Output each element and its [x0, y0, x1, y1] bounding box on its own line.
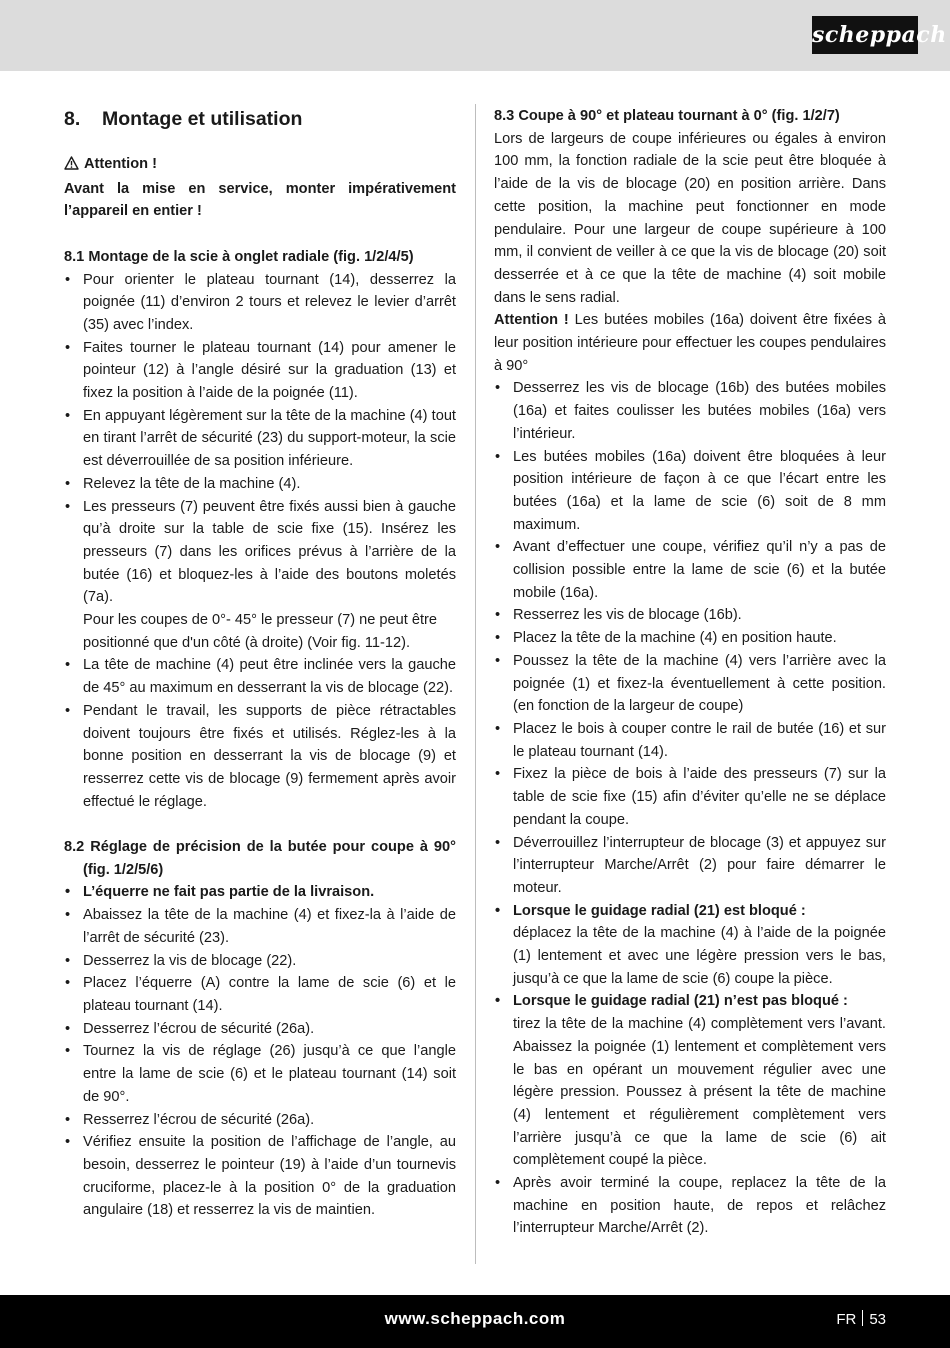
subsection-8-2-title: 8.2 Réglage de précision de la butée pour coupe à 90° (fig. 1/2/5/6)	[64, 839, 456, 878]
list-item: • Placez l’équerre (A) contre la lame de scie (6) et le plateau tournant (14).	[64, 972, 456, 1017]
list-item-bold: • L’équerre ne fait pas partie de la livraison.	[64, 881, 456, 904]
subsection-8-1-list	[64, 269, 456, 814]
list-item: • Resserrez les vis de blocage (16b).	[494, 604, 886, 627]
list-item-text: Les presseurs (7) peuvent être fixés aussi bien à gauche qu’à droite sur la table de scie fixe (15). Insérez les presseurs (7) dans les orifices prévus à l’arrière de la butée (16) et bloquez-les à l’aide des boutons moletés (7a).	[83, 498, 456, 606]
list-item: • Placez le bois à couper contre le rail de butée (16) et sur le plateau tournant (14).	[494, 718, 886, 763]
language-code: FR	[836, 1311, 857, 1328]
attention-label: Attention !	[494, 312, 569, 329]
section-number: 8.	[64, 108, 81, 130]
presser-note: Pour les coupes de 0°- 45° le presseur (7) ne peut être positionné que d'un côté (à droite) (Voir fig. 11-12).	[83, 612, 438, 651]
locked-text: déplacez la tête de la machine (4) à l’aide de la poignée (1) lentement et avec une légère pression vers le bas, jusqu’à ce que la lame de scie (6) coupe la pièce.	[513, 925, 886, 987]
list-item: • Pendant le travail, les supports de pièce rétractables doivent toujours être fixés et utilisés. Réglez-les à la bonne position en desserrant la vis de blocage (9) et resserrez cette vis de blocage (9) fermement après avoir effectué le réglage.	[64, 700, 456, 814]
list-item: • Resserrez l’écrou de sécurité (26a).	[64, 1109, 456, 1132]
subsection-8-2-list	[64, 881, 456, 1222]
list-item: • La tête de machine (4) peut être inclinée vers la gauche de 45° au maximum en desserrant la vis de blocage (22).	[64, 654, 456, 699]
list-item-bold: • Lorsque le guidage radial (21) n’est pas bloqué :	[494, 990, 886, 1013]
list-item: • Poussez la tête de la machine (4) vers l’arrière avec la poignée (1) et fixez-la éventuellement à cette position. (en fonction de la largeur de coupe)	[494, 650, 886, 718]
list-item: • Desserrez les vis de blocage (16b) des butées mobiles (16a) et faites coulisser les butées mobiles (16a) vers l’intérieur.	[494, 377, 886, 445]
brand-logo: scheppach	[812, 16, 918, 54]
unlocked-list	[494, 990, 886, 1013]
attention-paragraph	[494, 309, 886, 377]
subsection-8-3-title: 8.3 Coupe à 90° et plateau tournant à 0° (fig. 1/2/7)	[494, 108, 840, 124]
list-item: • Déverrouillez l’interrupteur de blocage (3) et appuyez sur l’interrupteur Marche/Arrêt (2) pour faire démarrer le moteur.	[494, 832, 886, 900]
section-title: Montage et utilisation	[102, 108, 303, 130]
final-list	[494, 1172, 886, 1240]
list-item: • Abaissez la tête de la machine (4) et fixez-la à l’aide de l’arrêt de sécurité (23).	[64, 904, 456, 949]
website-link[interactable]: www.scheppach.com	[384, 1309, 566, 1328]
subsection-8-3-intro: Lors de largeurs de coupe inférieures ou égales à environ 100 mm, la fonction radiale de la scie peut être bloquée à l’aide de la vis de blocage (20) en position arrière. Dans cette position, la machine peut fonctionner en mode pendulaire. Pour une largeur de coupe supérieure à 100 mm, il convient de veiller à ce que la vis de blocage (20) soit desserrée et à ce que la tête de machine (4) soit mobile dans le sens radial.	[494, 130, 886, 306]
list-item: • Pour orienter le plateau tournant (14), desserrez la poignée (11) d’environ 2 tours et relevez le levier d’arrêt (35) avec l’index.	[64, 269, 456, 337]
page-number: 53	[869, 1311, 886, 1328]
list-item	[64, 496, 456, 655]
list-item-bold: • Lorsque le guidage radial (21) est bloqué :	[494, 900, 886, 923]
unlocked-text: tirez la tête de la machine (4) complètement vers l’avant. Abaissez la poignée (1) lentement et complètement vers le bas en opérant un mouvement régulier avec une légère pression. Poussez à présent la tête de machine (4) lentement et régulièrement complètement vers l’arrière jusqu’à ce que la lame de scie (6) ait complètement coupé la pièce.	[513, 1016, 886, 1169]
subsection-8-3-list	[494, 377, 886, 922]
list-item: • En appuyant légèrement sur la tête de la machine (4) tout en tirant l’arrêt de sécurité (23) du support-moteur, la scie est déverrouillée de sa position inférieure.	[64, 405, 456, 473]
list-item: • Faites tourner le plateau tournant (14) pour amener le pointeur (12) à l’angle désiré sur la graduation (13) et fixez la position à l’aide de la poignée (11).	[64, 337, 456, 405]
list-item: • Tournez la vis de réglage (26) jusqu’à ce que l’angle entre la lame de scie (6) et le plateau tournant (14) soit de 90°.	[64, 1040, 456, 1108]
list-item: • Vérifiez ensuite la position de l’affichage de l’angle, au besoin, desserrez le pointeur (19) à l’aide d’un tournevis cruciforme, placez-le à la position 0° de la graduation angulaire (18) et resserrez la vis de maintien.	[64, 1131, 456, 1222]
list-item: • Les butées mobiles (16a) doivent être bloquées à leur position intérieure de façon à ce que l’écart entre les butées (16a) et la lame de scie (6) soit de 8 mm maximum.	[494, 446, 886, 537]
right-column	[494, 105, 886, 1240]
separator	[862, 1310, 863, 1326]
list-item: • Après avoir terminé la coupe, replacez la tête de la machine en position haute, de repos et relâchez l’interrupteur Marche/Arrêt (2).	[494, 1172, 886, 1240]
list-item: • Placez la tête de la machine (4) en position haute.	[494, 627, 886, 650]
column-divider	[475, 104, 476, 1264]
attention-text: Les butées mobiles (16a) doivent être fixées à leur position intérieure pour effectuer les coupes pendulaires à 90°	[494, 312, 886, 374]
left-column	[64, 105, 456, 1222]
list-item: • Desserrez la vis de blocage (22).	[64, 950, 456, 973]
footer-bar	[0, 1295, 950, 1348]
subsection-8-1-title: 8.1 Montage de la scie à onglet radiale (fig. 1/2/4/5)	[64, 248, 414, 265]
section-heading	[64, 105, 456, 133]
attention-label: Attention !	[84, 156, 157, 172]
list-item: • Avant d’effectuer une coupe, vérifiez qu’il n’y a pas de collision possible entre la lame de scie (6) et la butée mobile (16a).	[494, 536, 886, 604]
warning-triangle-icon	[64, 155, 79, 178]
list-item: • Relevez la tête de la machine (4).	[64, 473, 456, 496]
attention-line	[64, 153, 456, 178]
list-item: • Fixez la pièce de bois à l’aide des presseurs (7) sur la table de scie fixe (15) afin d’éviter qu’elle ne se déplace pendant la coupe.	[494, 763, 886, 831]
header-bar	[0, 0, 950, 71]
page-indicator	[836, 1310, 886, 1328]
attention-text: Avant la mise en service, monter impérativement l’appareil en entier !	[64, 180, 456, 220]
list-item: • Desserrez l’écrou de sécurité (26a).	[64, 1018, 456, 1041]
